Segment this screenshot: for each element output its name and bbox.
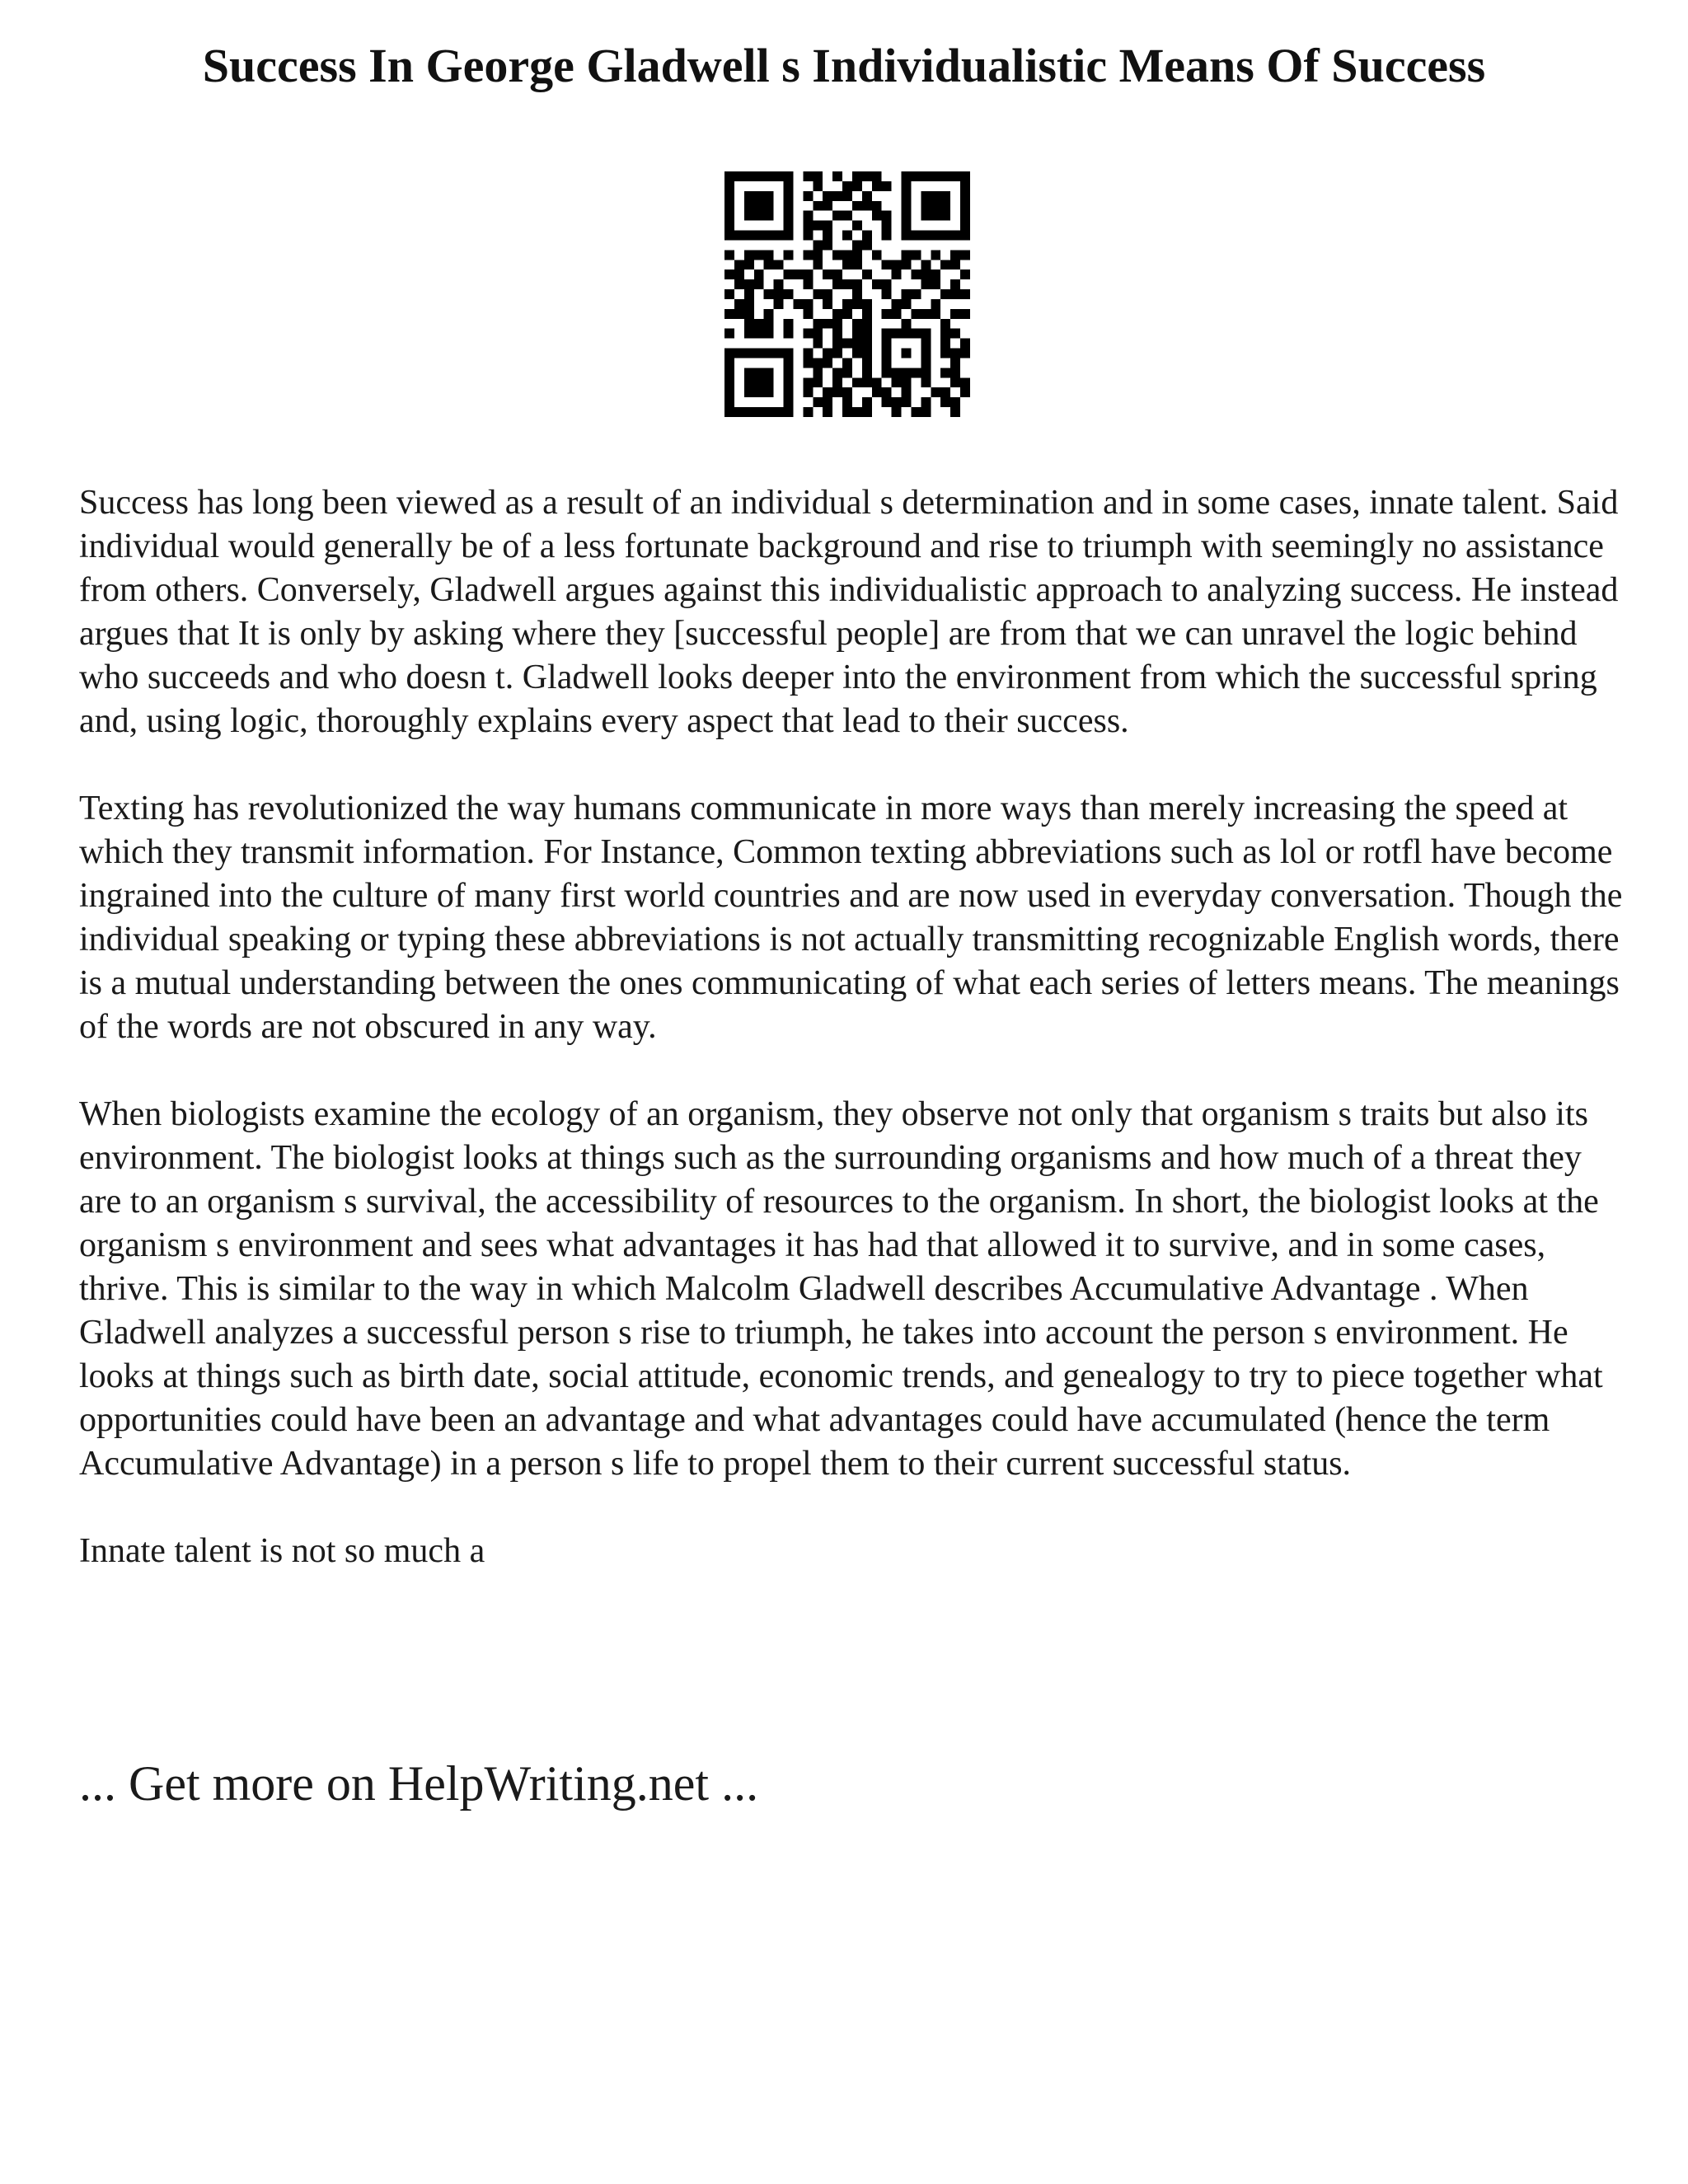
- qr-code-icon: [724, 171, 970, 417]
- document-title: Success In George Gladwell s Individualistic Means Of Success: [202, 39, 1486, 92]
- paragraph: When biologists examine the ecology of an organism, they observe not only that organism s traits but also its environment. The biologist looks at things such as the surrounding organisms and how much of a threat they are to an organism s survival, the accessibility of resources to the organism. In short, the biologist looks at the organism s environment and sees what advantages it has had that allowed it to survive, and in some cases, thrive. This is similar to the way in which Malcolm Gladwell describes Accumulative Advantage . When Gladwell analyzes a successful person s rise to triumph, he takes into account the person s environment. He looks at things such as birth date, social attitude, economic trends, and genealogy to try to piece together what opportunities could have been an advantage and what advantages could have accumulated (hence the term Accumulative Advantage) in a person s life to propel them to their current successful status.: [79, 1095, 1603, 1483]
- get-more-link[interactable]: ... Get more on HelpWriting.net ...: [79, 1756, 759, 1811]
- paragraph: Texting has revolutionized the way humans communicate in more ways than merely increasing the speed at which they transmit information. For Instance, Common texting abbreviations such as lol or rotfl have become ingrained into the culture of many first world countries and are now used in everyday conversation. Though the individual speaking or typing these abbreviations is not actually transmitting recognizable English words, there is a mutual understanding between the ones communicating of what each series of letters means. The meanings of the words are not obscured in any way.: [79, 790, 1623, 1046]
- document-body: [79, 481, 1629, 1573]
- paragraph: Innate talent is not so much a: [79, 1532, 485, 1570]
- paragraph: Success has long been viewed as a result of an individual s determination and in some cases, innate talent. Said individual would generally be of a less fortunate background and rise to triumph with seemingly no assistance from others. Conversely, Gladwell argues against this individualistic approach to analyzing success. He instead argues that It is only by asking where they [successful people] are from that we can unravel the logic behind who succeeds and who doesn t. Gladwell looks deeper into the environment from which the successful spring and, using logic, thoroughly explains every aspect that lead to their success.: [79, 484, 1619, 740]
